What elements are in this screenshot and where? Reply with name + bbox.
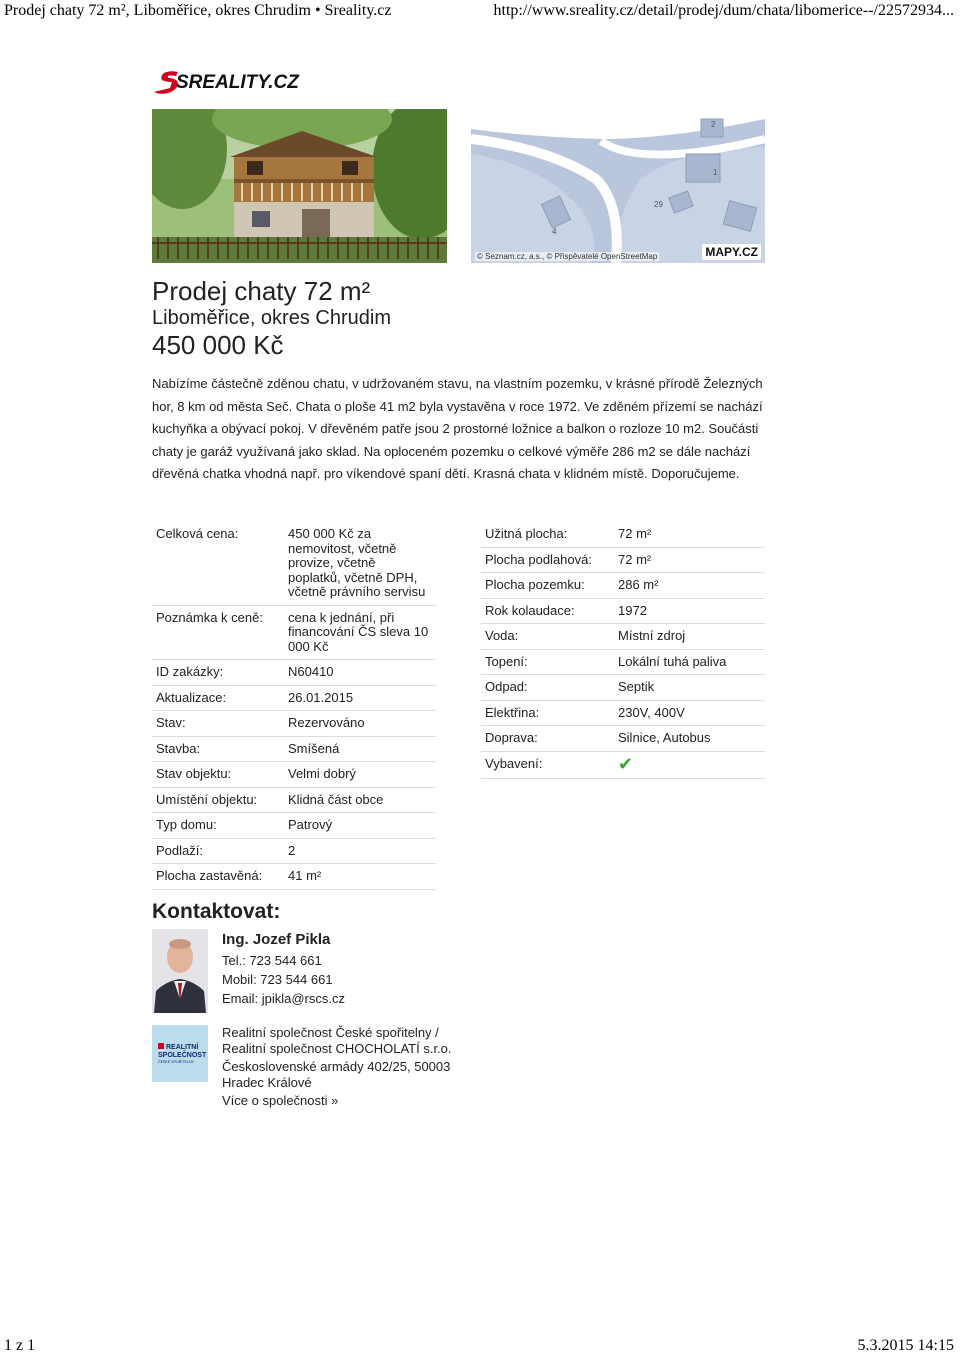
param-value: 26.01.2015 [288, 689, 354, 705]
param-value: Klidná část obce [288, 791, 384, 807]
param-value: Silnice, Autobus [618, 730, 711, 745]
param-label: Podlaží: [156, 842, 203, 858]
param-value: cena k jednání, při financování ČS sleva 10 000 Kč [288, 609, 429, 654]
param-row [481, 599, 765, 625]
param-label: Elektřina: [485, 704, 540, 720]
param-value: 1972 [618, 602, 647, 618]
param-row [481, 752, 765, 780]
mapy-cz-logo[interactable] [702, 244, 761, 260]
param-value: 286 m² [618, 577, 659, 592]
param-label: Plocha podlahová: [485, 551, 592, 567]
print-page-title: Prodej chaty 72 m², Liboměřice, okres Chrudim • Sreality.cz [4, 2, 392, 19]
param-label: Typ domu: [156, 817, 217, 832]
print-footer [0, 1337, 960, 1355]
chalet-photo-image [152, 109, 447, 263]
param-label: Stav objektu: [156, 766, 232, 781]
param-row [152, 522, 436, 606]
sreality-logo-icon [152, 68, 312, 96]
param-label: Celková cena: [156, 526, 239, 541]
param-value: 72 m² [618, 526, 652, 541]
param-row [481, 522, 765, 548]
param-value: Místní zdroj [618, 628, 686, 643]
company-more-link[interactable]: Více o společnosti » [222, 1093, 339, 1108]
param-row [481, 548, 765, 574]
property-photo[interactable] [152, 109, 447, 263]
company-logo[interactable] [152, 1025, 208, 1082]
param-label: Topení: [485, 653, 528, 669]
params-table-left [152, 522, 436, 890]
param-label: Vybavení: [485, 755, 543, 771]
param-row [152, 864, 436, 890]
param-label: ID zakázky: [156, 664, 224, 679]
param-value: N60410 [288, 664, 334, 679]
param-row [152, 606, 436, 661]
param-value-equipment [618, 753, 765, 774]
agent-phone[interactable]: Tel.: 723 544 661 [222, 953, 322, 968]
param-label: Rok kolaudace: [485, 602, 575, 618]
param-row [481, 675, 765, 701]
map-attribution[interactable]: © Seznam.cz, a.s., © Přispěvatelé OpenStreetMap [477, 252, 658, 261]
map-label-3: 29 [654, 200, 663, 209]
param-value: Lokální tuhá paliva [618, 653, 727, 669]
company-info [222, 1025, 462, 1109]
param-row [481, 701, 765, 727]
param-value: 230V, 400V [618, 704, 685, 720]
param-row [481, 624, 765, 650]
param-row [152, 813, 436, 839]
agent-info [222, 930, 345, 1008]
param-row [152, 660, 436, 686]
map-label-4: 4 [552, 227, 557, 236]
agent-mobile[interactable]: Mobil: 723 544 661 [222, 972, 333, 987]
checkmark-icon: ✔ [618, 753, 634, 774]
param-value: Rezervováno [288, 715, 365, 730]
param-label: Stavba: [156, 740, 201, 756]
sreality-logo[interactable] [152, 68, 312, 96]
param-label: Voda: [485, 628, 519, 643]
logo-text: SREALITY.CZ [176, 72, 299, 93]
param-row [152, 711, 436, 737]
param-label: Doprava: [485, 730, 538, 745]
param-label: Plocha pozemku: [485, 577, 585, 592]
company-logo-line1: REALITNÍ [166, 1044, 199, 1051]
param-label: Aktualizace: [156, 689, 227, 705]
param-row [152, 686, 436, 712]
param-row [152, 762, 436, 788]
contact-heading: Kontaktovat: [152, 900, 281, 923]
param-row [152, 737, 436, 763]
param-row [481, 726, 765, 752]
print-page-number: 1 z 1 [4, 1337, 36, 1354]
param-label: Umístění objektu: [156, 791, 258, 807]
listing-location: Liboměřice, okres Chrudim [152, 307, 391, 329]
param-value: Septik [618, 679, 655, 694]
company-address: Československé armády 402/25, 50003 Hradec Králové [222, 1059, 451, 1090]
param-label: Plocha zastavěná: [156, 868, 263, 883]
param-value: 72 m² [618, 551, 652, 567]
param-value: 2 [288, 842, 296, 858]
agent-portrait-image [152, 929, 208, 1013]
print-page-url: http://www.sreality.cz/detail/prodej/dum/chata/libomerice--/22572934... [493, 2, 954, 19]
param-row [152, 839, 436, 865]
param-row [481, 573, 765, 599]
param-value: 41 m² [288, 868, 322, 883]
mapy-cz-logo-text: MAPY.CZ [705, 245, 758, 259]
company-logo-icon [152, 1025, 208, 1082]
param-label: Stav: [156, 715, 186, 730]
print-header [0, 0, 960, 22]
param-row [481, 650, 765, 676]
param-label: Odpad: [485, 679, 528, 694]
listing-description: Nabízíme částečně zděnou chatu, v udržovaném stavu, na vlastním pozemku, v krásné přírodě Železných hor, 8 km od města Seč. Chata o ploše 41 m2 byla vystavěna v roce 1972. Ve zděném přízemí se nachází kuchyňka a obývací pokoj. V dřevěném patře jsou 2 prostorné ložnice a balkon o rozloze 10 m2. Součásti chaty je garáž využívaná jako sklad. Na oploceném pozemku o celkové výměře 286 m2 se dále nachází dřevěná chatka vhodná např. pro víkendové spaní dětí. Krasná chata v klidném místě. Doporučujeme. [152, 376, 763, 482]
map-label-1: 2 [711, 120, 716, 129]
agent-photo [152, 929, 208, 1013]
map-image [471, 109, 765, 263]
param-value: Patrový [288, 817, 333, 832]
agent-name[interactable]: Ing. Jozef Pikla [222, 931, 331, 948]
company-logo-line3: ČESKÉ SPOŘITELNY [158, 1060, 194, 1064]
location-map[interactable] [471, 109, 765, 263]
params-table-right [481, 522, 765, 779]
agent-email[interactable]: Email: jpikla@rscs.cz [222, 991, 345, 1006]
param-label: Užitná plocha: [485, 526, 568, 541]
print-datetime: 5.3.2015 14:15 [857, 1337, 954, 1354]
company-name: Realitní společnost České spořitelny / Realitní společnost CHOCHOLATÍ s.r.o. [222, 1025, 452, 1056]
company-logo-line2: SPOLEČNOST [158, 1052, 207, 1059]
param-row [152, 788, 436, 814]
param-value: Smíšená [288, 740, 340, 756]
listing-title: Prodej chaty 72 m² [152, 276, 371, 306]
param-value: 450 000 Kč za nemovitost, včetně provize, včetně poplatků, včetně DPH, včetně právního servisu [288, 526, 426, 599]
param-value: Velmi dobrý [288, 766, 356, 781]
param-label: Poznámka k ceně: [156, 609, 263, 625]
map-label-2: 1 [713, 168, 718, 177]
listing-price: 450 000 Kč [152, 330, 284, 360]
